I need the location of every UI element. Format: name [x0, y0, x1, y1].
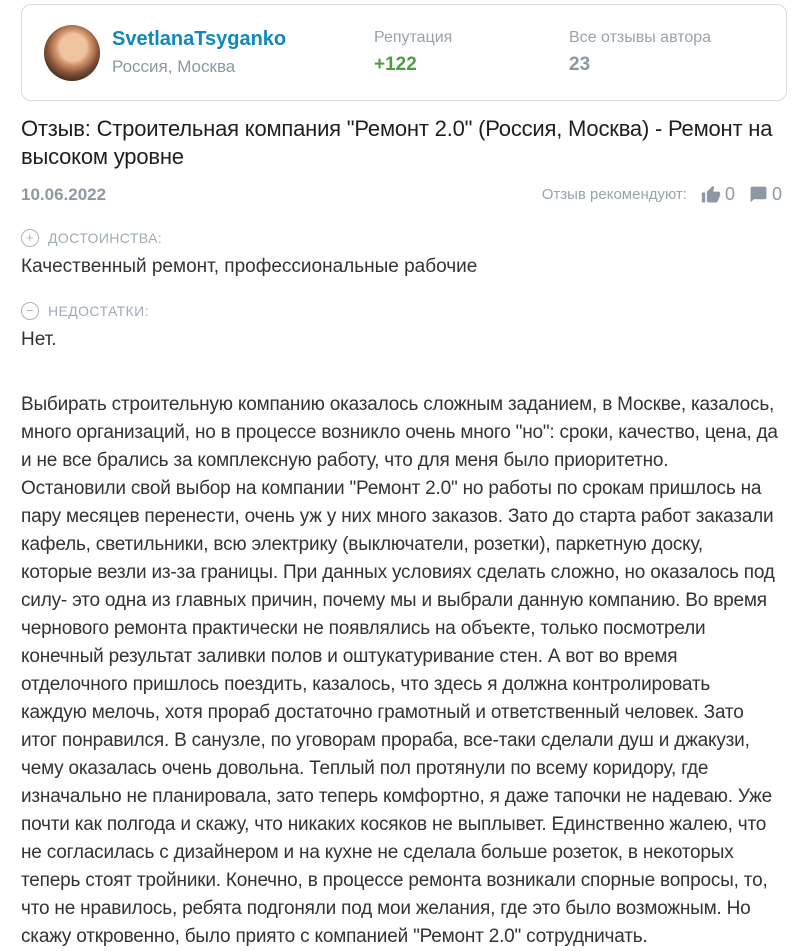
comments-count: 0: [771, 184, 782, 204]
avatar[interactable]: [44, 25, 100, 81]
recommend-block: [542, 184, 782, 205]
author-info: [112, 28, 374, 77]
reputation-block: [374, 29, 569, 76]
author-username-link[interactable]: SvetlanaTsyganko: [112, 28, 287, 50]
pros-text: Качественный ремонт, профессиональные рабочие: [21, 256, 478, 277]
pros-header: [21, 229, 784, 247]
cons-header: [21, 302, 784, 320]
pros-section: [21, 229, 784, 278]
minus-circle-icon: −: [21, 302, 39, 320]
author-card: [21, 4, 787, 101]
review-title: Отзыв: Строительная компания "Ремонт 2.0" (Россия, Москва) - Ремонт на высоком уровне: [21, 116, 773, 169]
cons-section: [21, 302, 784, 351]
review-body-text: Выбирать строительную компанию оказалось сложным заданием, в Москве, казалось, много организаций, но в процессе возникло очень много "но": сроки, качество, цена, да и не все брались за комплексную работу, что для меня было приоритетно. Остановили свой выбор на компании "Ремонт 2.0" но работы по срокам пришлось на пару месяцев перенести, очень уж у них много заказов. Зато до старта работ заказали кафель, светильники, всю электрику (выключатели, розетки), паркетную доску, которые везли из-за границы. При данных условиях сделать сложно, но оказалось под силу- это одна из главных причин, почему мы и выбрали данную компанию. Во время чернового ремонта практически не появлялись на объекте, только посмотрели конечный результат заливки полов и оштукатуривание стен. А вот во время отделочного пришлось поездить, казалось, что здесь я должна контролировать каждую мелочь, хотя прораб достаточно грамотный и ответственный человек. Зато итог понравился. В санузле, по уговорам прораба, все-таки сделали душ и джакузи, чему оказалась очень довольна. Теплый пол протянули по всему коридору, где изначально не планировала, зато теперь комфортно, я даже тапочки не надеваю. Уже почти как полгода и скажу, что никаких косяков не выплывет. Единственно жалею, что не согласилась с дизайнером и на кухне не сделала больше розеток, в некоторых теперь стоят тройники. Конечно, в процессе ремонта возникали спорные вопросы, то, что не нравилось, ребята подгоняли под мои желания, где это было возможным. Но скажу откровенно, было приято с компанией "Ремонт 2.0" сотрудничать.: [21, 394, 778, 947]
review-meta-row: [21, 184, 784, 205]
cons-text: Нет.: [21, 329, 57, 350]
author-reviews-count: 23: [569, 54, 591, 75]
speech-bubble-icon: [749, 185, 768, 204]
plus-circle-icon: +: [21, 229, 39, 247]
review-date: 10.06.2022: [21, 184, 107, 204]
cons-label: НЕДОСТАТКИ:: [48, 303, 149, 319]
author-reviews-label: Все отзывы автора: [569, 29, 712, 46]
like-button[interactable]: [701, 184, 735, 205]
pros-label: ДОСТОИНСТВА:: [48, 230, 163, 246]
thumb-up-icon: [701, 185, 721, 205]
author-location: Россия, Москва: [112, 57, 236, 76]
recommend-label: Отзыв рекомендуют:: [541, 186, 687, 203]
reputation-label: Репутация: [374, 29, 453, 46]
comments-button[interactable]: [749, 184, 782, 205]
likes-count: 0: [724, 184, 735, 204]
reputation-value: +122: [374, 54, 417, 75]
author-reviews-link[interactable]: [569, 29, 764, 76]
